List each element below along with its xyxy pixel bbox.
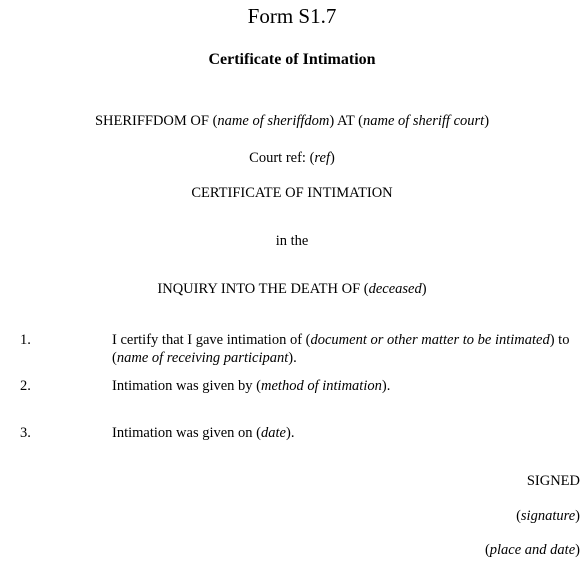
paragraph-text: I certify that I gave intimation of (document or other matter to be intimated) to (name of receiving participant). bbox=[112, 332, 570, 366]
in-the-text: in the bbox=[275, 233, 309, 249]
sheriffdom-line: SHERIFFDOM OF (name of sheriffdom) AT (name of sheriff court) bbox=[94, 113, 490, 129]
sheriff-court-placeholder: name of sheriff court bbox=[362, 113, 485, 129]
signed-label: SIGNED bbox=[526, 473, 580, 489]
place-and-date-line: (place and date) bbox=[484, 542, 580, 558]
inquiry-line: INQUIRY INTO THE DEATH OF (deceased) bbox=[157, 281, 427, 297]
court-ref-line: Court ref: (ref) bbox=[249, 150, 335, 166]
method-placeholder: method of intimation bbox=[261, 378, 382, 394]
form-number: Form S1.7 bbox=[247, 4, 337, 28]
paragraph-number: 3. bbox=[20, 425, 31, 441]
place-and-date-placeholder: place and date bbox=[489, 542, 576, 558]
paragraph-text: Intimation was given on (date). bbox=[112, 425, 295, 441]
certificate-caption: CERTIFICATE OF INTIMATION bbox=[191, 185, 393, 201]
court-ref-placeholder: ref bbox=[314, 150, 330, 166]
form-heading: Certificate of Intimation bbox=[208, 51, 376, 68]
document-placeholder: document or other matter to be intimated bbox=[310, 332, 550, 348]
signature-placeholder: signature bbox=[520, 508, 576, 524]
date-placeholder: date bbox=[261, 425, 286, 441]
sheriffdom-placeholder: name of sheriffdom bbox=[217, 113, 330, 129]
paragraph-number: 1. bbox=[20, 332, 31, 348]
signature-line: (signature) bbox=[516, 508, 580, 524]
receiving-participant-placeholder: name of receiving participant bbox=[116, 350, 289, 366]
deceased-placeholder: deceased bbox=[368, 281, 422, 297]
paragraph-number: 2. bbox=[20, 378, 31, 394]
paragraph-text: Intimation was given by (method of intimation). bbox=[112, 378, 391, 394]
